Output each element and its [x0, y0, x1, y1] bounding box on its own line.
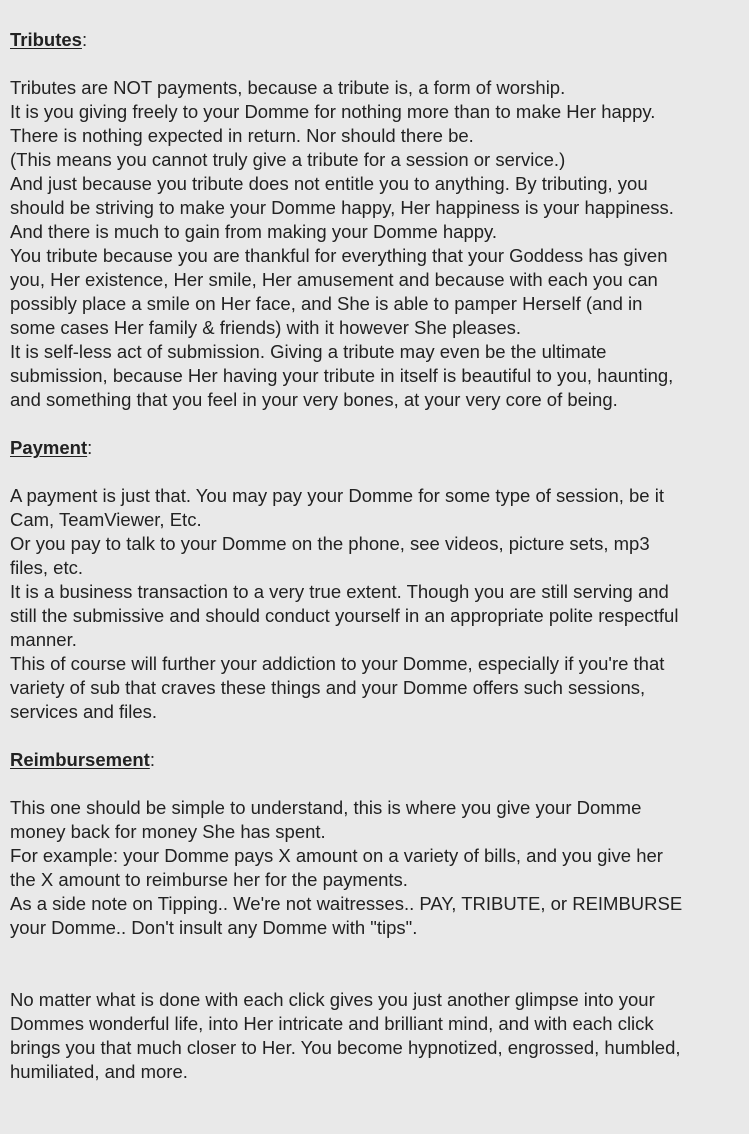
paragraph-line: This one should be simple to understand, this is where you give your Domme — [10, 797, 642, 818]
spacer — [10, 772, 739, 796]
paragraph-line: It is you giving freely to your Domme for nothing more than to make Her happy. — [10, 101, 656, 122]
paragraph-line: some cases Her family & friends) with it however She pleases. — [10, 317, 522, 338]
paragraph-line: This of course will further your addiction to your Domme, especially if you're that — [10, 653, 665, 674]
paragraph-line: humiliated, and more. — [10, 1061, 188, 1082]
paragraph-line: Tributes are NOT payments, because a tribute is, a form of worship. — [10, 77, 566, 98]
paragraph-line: submission, because Her having your tribute in itself is beautiful to you, haunting, — [10, 365, 674, 386]
paragraph-line: variety of sub that craves these things and your Domme offers such sessions, — [10, 677, 646, 698]
closing-paragraph — [10, 988, 739, 1084]
spacer — [10, 460, 739, 484]
paragraph-line: you, Her existence, Her smile, Her amusement and because with each you can — [10, 269, 658, 290]
section-reimbursement — [10, 748, 739, 940]
section-heading: Tributes — [10, 29, 82, 50]
paragraph-line: (This means you cannot truly give a tribute for a session or service.) — [10, 149, 566, 170]
paragraph-line: services and files. — [10, 701, 158, 722]
section-payment — [10, 436, 739, 724]
paragraph-line: And there is much to gain from making your Domme happy. — [10, 221, 498, 242]
paragraph-line: And just because you tribute does not entitle you to anything. By tributing, you — [10, 173, 648, 194]
paragraph-line: money back for money She has spent. — [10, 821, 326, 842]
paragraph-line: A payment is just that. You may pay your Domme for some type of session, be it — [10, 485, 664, 506]
paragraph-line: You tribute because you are thankful for everything that your Goddess has given — [10, 245, 668, 266]
paragraph-line: the X amount to reimburse her for the payments. — [10, 869, 408, 890]
paragraph-line: files, etc. — [10, 557, 83, 578]
heading-colon: : — [149, 749, 155, 770]
paragraph-line: There is nothing expected in return. Nor should there be. — [10, 125, 474, 146]
section-heading: Reimbursement — [10, 749, 150, 770]
paragraph-line: Or you pay to talk to your Domme on the phone, see videos, picture sets, mp3 — [10, 533, 650, 554]
paragraph-line: and something that you feel in your very bones, at your very core of being. — [10, 389, 618, 410]
spacer — [10, 724, 739, 748]
paragraph-line: possibly place a smile on Her face, and She is able to pamper Herself (and in — [10, 293, 643, 314]
section-tributes — [10, 28, 739, 412]
spacer — [10, 940, 739, 964]
paragraph-line: your Domme.. Don't insult any Domme with "tips". — [10, 917, 418, 938]
paragraph-line: Cam, TeamViewer, Etc. — [10, 509, 202, 530]
spacer — [10, 412, 739, 436]
spacer — [10, 52, 739, 76]
paragraph-line: As a side note on Tipping.. We're not waitresses.. PAY, TRIBUTE, or REIMBURSE — [10, 893, 683, 914]
paragraph-line: should be striving to make your Domme happy, Her happiness is your happiness. — [10, 197, 674, 218]
paragraph-line: manner. — [10, 629, 77, 650]
paragraph-line: It is a business transaction to a very true extent. Though you are still serving and — [10, 581, 669, 602]
heading-colon: : — [87, 437, 93, 458]
section-heading-line — [10, 28, 739, 52]
paragraph-line: Dommes wonderful life, into Her intricate and brilliant mind, and with each click — [10, 1013, 654, 1034]
heading-colon: : — [81, 29, 88, 50]
section-heading-line — [10, 748, 739, 772]
spacer — [10, 964, 739, 988]
paragraph-line: still the submissive and should conduct yourself in an appropriate polite respectful — [10, 605, 679, 626]
section-heading-line — [10, 436, 739, 460]
paragraph-line: For example: your Domme pays X amount on a variety of bills, and you give her — [10, 845, 663, 866]
paragraph-line: brings you that much closer to Her. You become hypnotized, engrossed, humbled, — [10, 1037, 681, 1058]
section-heading: Payment — [10, 437, 88, 458]
paragraph-line: No matter what is done with each click gives you just another glimpse into your — [10, 989, 655, 1010]
paragraph-line: It is self-less act of submission. Giving a tribute may even be the ultimate — [10, 341, 607, 362]
